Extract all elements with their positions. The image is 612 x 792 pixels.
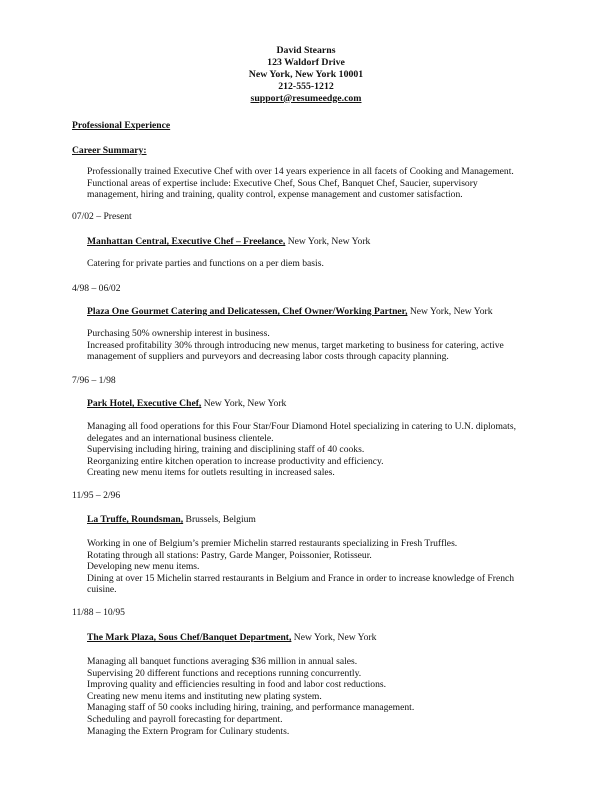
job-description-line: Creating new menu items for outlets resulting in increased sales.	[87, 467, 335, 479]
summary-line: management, hiring and training, quality control, expense management and customer satisfaction.	[87, 189, 463, 201]
job-dates: 11/88 – 10/95	[72, 607, 125, 618]
job-description	[87, 258, 547, 270]
job-description-line: Rotating through all stations: Pastry, Garde Manger, Poissonier, Rotisseur.	[87, 549, 372, 561]
job-description-line: Working in one of Belgium’s premier Michelin starred restaurants specializing in Fresh Truffles.	[87, 538, 458, 549]
job-employer: Plaza One Gourmet Catering and Delicatessen, Chef Owner/Working Partner,	[87, 306, 408, 317]
summary-line: Professionally trained Executive Chef with over 14 years experience in all facets of Cooking and Management.	[87, 166, 514, 177]
job-location: New York, New York	[285, 236, 371, 247]
job-dates: 4/98 – 06/02	[72, 283, 121, 294]
city-state-zip: New York, New York 10001	[248, 68, 364, 80]
job-description-line: delegates and an international business clientele.	[87, 432, 274, 444]
job-description	[87, 328, 547, 363]
street-address: 123 Waldorf Drive	[267, 56, 345, 68]
job-description	[87, 421, 547, 479]
job-employer: La Truffe, Roundsman,	[87, 514, 184, 525]
job-description-line: management of suppliers and purveyors and decreasing labor costs through capacity planning.	[87, 351, 449, 363]
job-description-line: Supervising including hiring, training and disciplining staff of 40 cooks.	[87, 444, 365, 456]
candidate-name: David Stearns	[276, 45, 336, 56]
summary-title: Career Summary:	[72, 145, 147, 156]
job-description-line: Scheduling and payroll forecasting for department.	[87, 713, 283, 725]
job-title-line	[87, 306, 493, 318]
email-link[interactable]: support@resumeedge.com	[250, 92, 362, 104]
job-description-line: Managing the Extern Program for Culinary students.	[87, 725, 290, 737]
job-description-line: Managing all food operations for this Four Star/Four Diamond Hotel specializing in catering to U.N. diplomats,	[87, 421, 516, 432]
job-location: New York, New York	[407, 306, 493, 317]
job-description-line: Dining at over 15 Michelin starred restaurants in Belgium and France in order to increase knowledge of French	[87, 572, 515, 584]
job-location: Brussels, Belgium	[183, 514, 256, 525]
job-title-line	[87, 236, 370, 248]
job-description-line: cuisine.	[87, 584, 117, 596]
job-description-line: Developing new menu items.	[87, 561, 200, 573]
job-description-line: Catering for private parties and functions on a per diem basis.	[87, 258, 324, 269]
job-title-line	[87, 514, 256, 526]
phone-number: 212-555-1212	[278, 80, 334, 92]
job-description-line: Purchasing 50% ownership interest in business.	[87, 328, 270, 339]
contact-header	[0, 45, 612, 105]
job-description-line: Managing all banquet functions averaging $36 million in annual sales.	[87, 656, 358, 667]
job-description-line: Managing staff of 50 cooks including hiring, training, and performance management.	[87, 702, 415, 714]
job-title-line	[87, 632, 376, 644]
job-description-line: Increased profitability 30% through introducing new menus, target marketing to business for catering, active	[87, 339, 504, 351]
summary-line: Functional areas of expertise include: Executive Chef, Sous Chef, Banquet Chef, Saucier, supervisory	[87, 177, 478, 189]
job-title-line	[87, 398, 286, 410]
summary-paragraph	[87, 166, 547, 201]
job-dates: 11/95 – 2/96	[72, 490, 121, 501]
job-location: New York, New York	[201, 398, 287, 409]
job-employer: Park Hotel, Executive Chef,	[87, 398, 202, 409]
job-description	[87, 538, 547, 596]
job-dates: 7/96 – 1/98	[72, 375, 116, 386]
job-description-line: Supervising 20 different functions and receptions running concurrently.	[87, 667, 362, 679]
job-description-line: Reorganizing entire kitchen operation to increase productivity and efficiency.	[87, 455, 384, 467]
job-description	[87, 656, 547, 737]
job-description-line: Improving quality and efficiencies resulting in food and labor cost reductions.	[87, 679, 387, 691]
job-employer: Manhattan Central, Executive Chef – Freelance,	[87, 236, 286, 247]
job-location: New York, New York	[291, 632, 377, 643]
job-description-line: Creating new menu items and instituting new plating system.	[87, 690, 322, 702]
section-title: Professional Experience	[72, 120, 171, 131]
job-employer: The Mark Plaza, Sous Chef/Banquet Department,	[87, 632, 292, 643]
job-dates: 07/02 – Present	[72, 211, 132, 222]
